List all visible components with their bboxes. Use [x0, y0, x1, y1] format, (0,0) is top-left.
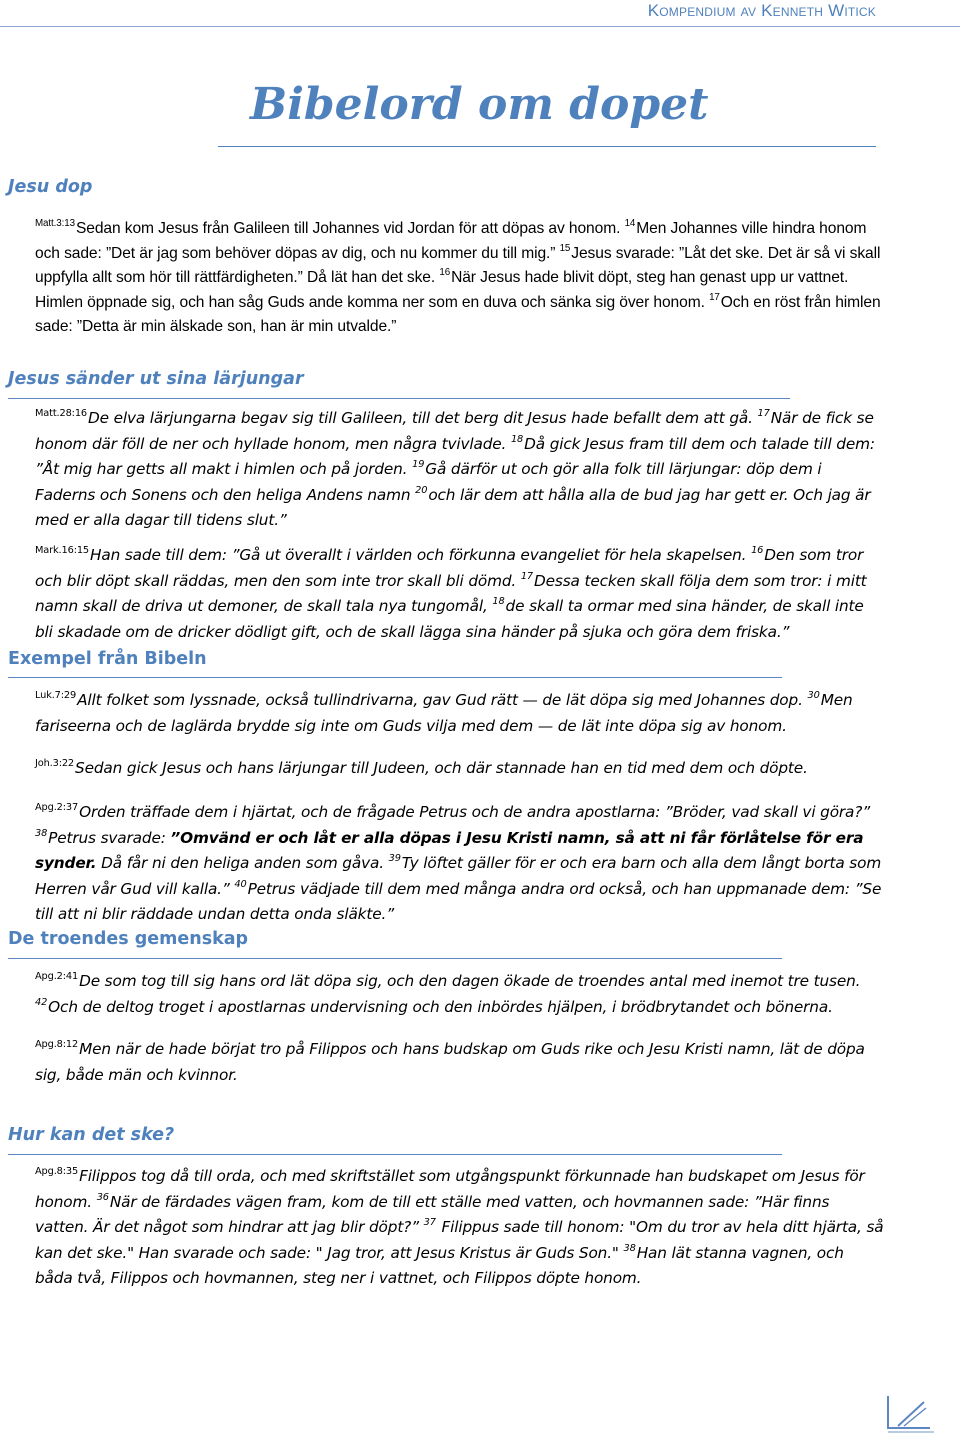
page-header — [0, 0, 960, 27]
section-divider — [8, 398, 790, 399]
title-block — [218, 79, 876, 147]
verse-number: 20 — [415, 484, 428, 496]
verse-text: Dessa tecken skall följa dem som tror: i mitt namn skall de driva ut demoner, de skall tala nya tungomål, — [35, 571, 867, 616]
verse-ref: Apg.8:35 — [35, 1166, 79, 1177]
verse-ref: Joh.3:22 — [35, 758, 75, 769]
verse-number: 37 — [423, 1217, 436, 1229]
passage-apg-2-41 — [35, 970, 885, 1021]
verse-number: 16 — [751, 545, 764, 556]
verse-number: 30 — [807, 690, 820, 701]
passage-matt-3-13 — [35, 218, 885, 339]
verse-number: 18 — [510, 433, 524, 445]
verse-text: När Jesus hade blivit döpt, steg han genast upp ur vattnet. Himlen öppnade sig, och han såg Guds ande komma ner som en duva och sänka sig över honom. — [35, 269, 849, 311]
section-divider — [8, 677, 782, 678]
verse-text: Allt folket som lyssnade, också tullindrivarna, gav Gud rätt — de lät döpa sig med Johannes dop. — [77, 691, 808, 709]
heading-exempel: Exempel från Bibeln — [8, 649, 207, 669]
verse-number: 17 — [709, 291, 720, 303]
verse-text: Han lät stanna vagnen, och båda två, Filippos och hovmannen, steg ner i vattnet, och Filippos döpte honom. — [35, 1243, 844, 1288]
verse-number: 39 — [388, 853, 401, 865]
verse-text: Och de deltog troget i apostlarnas undervisning och den inbördes hjälpen, i brödbrytandet och bönerna. — [48, 997, 833, 1016]
verse-emphasis: ”Omvänd er och låt er alla döpas i Jesu Kristi namn, så att ni får förlåtelse för era synder. — [35, 828, 864, 873]
verse-ref: Mark.16:15 — [35, 545, 90, 556]
verse-text: Men Johannes ville hindra honom och sade: ”Det är jag som behöver döpas av dig, och nu kommer du till mig.” — [35, 220, 867, 262]
verse-text: Ty löftet gäller för er och era barn och alla dem långt borta som Herren vår Gud vill kalla.” — [35, 854, 882, 898]
verse-text: Men fariseerna och de laglärda brydde sig inte om Guds vilja med dem — de lät inte döpa sig av honom. — [35, 691, 853, 735]
verse-text: Och en röst från himlen sade: ”Detta är min älskade son, han är min utvalde.” — [35, 293, 881, 336]
section-divider — [8, 958, 782, 959]
verse-text: Filippus sade till honom: "Om du tror av hela ditt hjärta, så kan det ske." Han svarade och sade: " Jag tror, att Jesus Kristus är Guds Son." — [35, 1218, 884, 1262]
verse-text: Filippos tog då till orda, och med skriftstället som utgångspunkt förkunnade han budskapet om Jesus för honom. — [35, 1167, 865, 1211]
page-title: Bibelord om dopet — [250, 79, 709, 130]
verse-text: När de färdades vägen fram, kom de till ett ställe med vatten, och hovmannen sade: ”Här finns vatten. Är det något som hindrar att jag blir döpt?” — [35, 1192, 830, 1237]
verse-text: När de fick se honom där föll de ner och hyllade honom, men några tvivlade. — [35, 409, 874, 453]
verse-number: 42 — [35, 996, 48, 1008]
verse-number: 14 — [624, 218, 636, 229]
verse-text: de skall ta ormar med sina händer, de skall inte bli skadade om de dricker dödligt gift, och de skall lägga sina händer på sjuka och göra dem friska.” — [35, 597, 864, 641]
verse-text: Sedan kom Jesus från Galileen till Johannes vid Jordan för att döpas av honom. — [75, 220, 625, 237]
verse-text: De elva lärjungarna begav sig till Galileen, till det berg dit Jesus hade befallt dem att gå. — [88, 409, 758, 427]
verse-number: 19 — [412, 459, 425, 471]
verse-text: Den som tror och blir döpt skall räddas, men den som inte tror skall bli dömd. — [35, 546, 864, 590]
header-text: Kompendium av Kenneth Witick — [647, 1, 876, 20]
heading-hur-kan-det-ske: Hur kan det ske? — [8, 1125, 175, 1145]
passage-luk-7-29 — [35, 689, 885, 737]
verse-text: Sedan gick Jesus och hans lärjungar till Judeen, och där stannade han en tid med dem och döpte. — [75, 759, 808, 777]
passage-apg-8-35 — [35, 1165, 885, 1290]
verse-text: Petrus vädjade till dem med många andra ord också, och han uppmanade dem: ”Se till att ni blir räddade undan detta onda släkte.” — [35, 879, 882, 924]
verse-ref: Matt.3:13 — [35, 218, 75, 229]
angle-logo-icon — [874, 1382, 944, 1436]
verse-number: 18 — [492, 596, 505, 608]
passage-joh-3-22 — [35, 757, 885, 783]
verse-text: Orden träffade dem i hjärtat, och de frågade Petrus och de andra apostlarna: ”Bröder, vad skall vi göra?” — [79, 803, 871, 821]
verse-text: Gå därför ut och gör alla folk till lärjungar: döp dem i Faderns och Sonens och den heliga Andens namn — [35, 460, 822, 504]
verse-ref: Apg.2:37 — [35, 802, 79, 813]
verse-number: 36 — [96, 1191, 109, 1203]
verse-number: 17 — [520, 570, 534, 582]
verse-ref: Apg.8:12 — [35, 1039, 79, 1050]
verse-text: Han sade till dem: ”Gå ut överallt i världen och förkunna evangeliet för hela skapelsen. — [90, 546, 752, 564]
passage-matt-28-16 — [35, 407, 885, 532]
heading-gemenskap: De troendes gemenskap — [8, 929, 249, 949]
verse-number: 38 — [35, 827, 48, 839]
verse-ref: Apg.2:41 — [35, 971, 79, 982]
verse-text: och lär dem att hålla alla de bud jag har gett er. Och jag är med er alla dagar till tidens slut.” — [35, 485, 871, 530]
heading-jesu-dop: Jesu dop — [8, 177, 93, 197]
verse-text: Men när de hade börjat tro på Filippos och hans budskap om Guds rike och Jesu Kristi namn, lät de döpa sig, både män och kvinnor. — [35, 1040, 865, 1084]
verse-number: 15 — [559, 242, 571, 254]
verse-text: Då gick Jesus fram till dem och talade till dem: ”Åt mig har getts all makt i himlen och på jorden. — [35, 434, 875, 479]
passage-apg-8-12 — [35, 1038, 885, 1086]
verse-number: 38 — [623, 1242, 636, 1254]
verse-number: 16 — [439, 267, 451, 279]
verse-ref: Luk.7:29 — [35, 690, 77, 701]
verse-number: 17 — [757, 408, 770, 419]
verse-ref: Matt.28:16 — [35, 408, 87, 419]
verse-text: Petrus svarade: — [48, 828, 171, 847]
verse-text: Då får ni den heliga anden som gåva. — [96, 854, 389, 873]
passage-mark-16-15 — [35, 544, 885, 643]
verse-text: De som tog till sig hans ord lät döpa sig, och den dagen ökade de troendes antal med inemot tre tusen. — [79, 972, 861, 990]
verse-text: Jesus svarade: ”Låt det ske. Det är så vi skall uppfylla allt som hör till rättfärdigheten.” Då lät han det ske. — [35, 244, 881, 287]
heading-jesus-sander: Jesus sänder ut sina lärjungar — [8, 369, 304, 389]
passage-apg-2-37 — [35, 801, 885, 926]
section-divider — [8, 1154, 782, 1155]
verse-number: 40 — [234, 878, 247, 890]
